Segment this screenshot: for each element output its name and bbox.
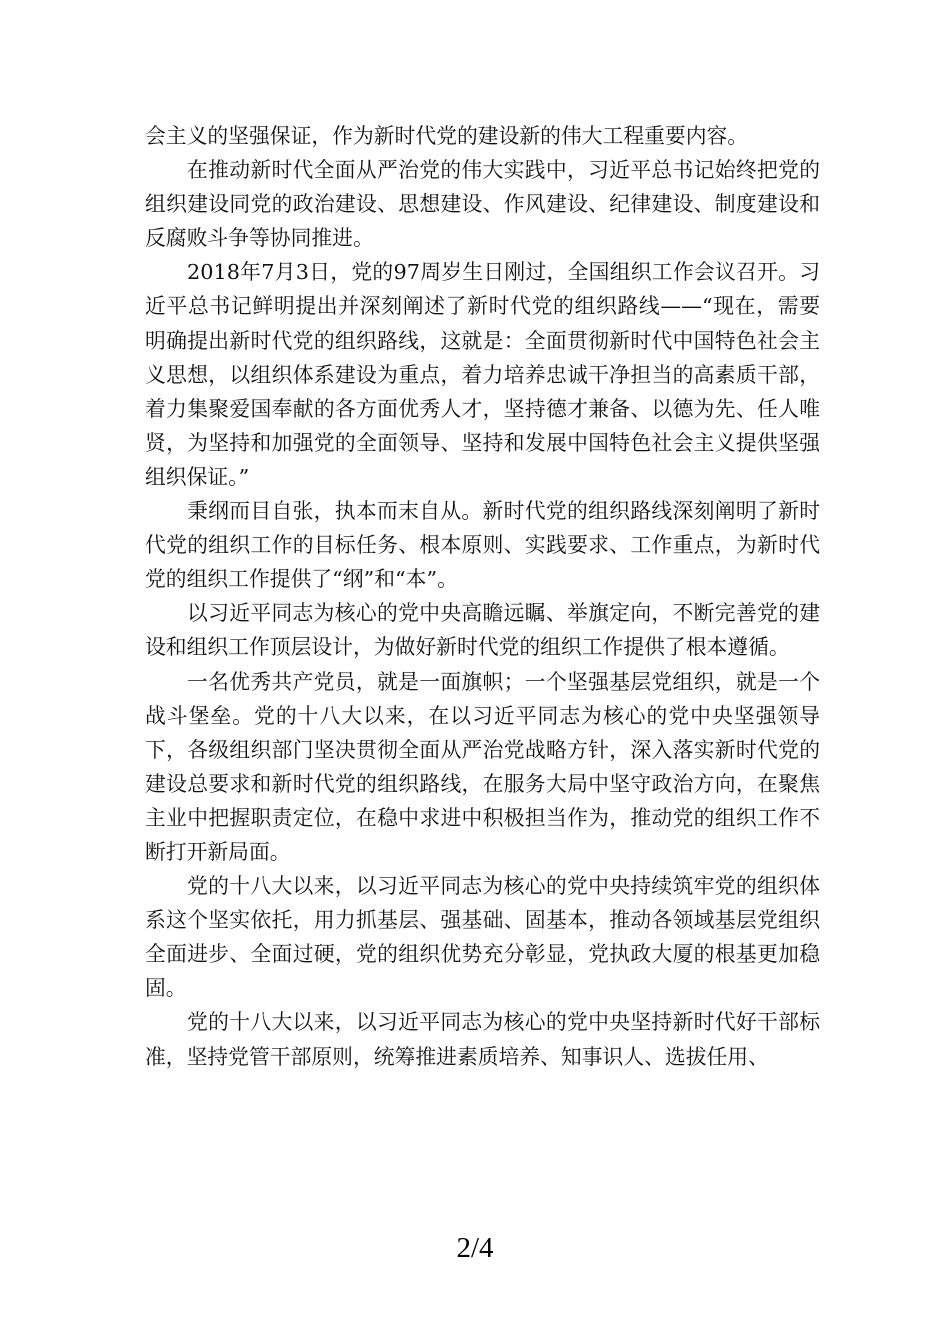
paragraph: 秉纲而目自张，执本而末自从。新时代党的组织路线深刻阐明了新时代党的组织工作的目标任务、根本原则、实践要求、工作重点，为新时代党的组织工作提供了“纲”和“本”。 [145,499,820,592]
paragraph: 党的十八大以来，以习近平同志为核心的党中央持续筑牢党的组织体系这个坚实依托，用力抓基层、强基础、固基本，推动各领域基层党组织全面进步、全面过硬，党的组织优势充分彰显，党执政大厦的根基更加稳固。 [145,874,820,1001]
paragraph: 2018年7月3日，党的97周岁生日刚过，全国组织工作会议召开。习近平总书记鲜明提出并深刻阐述了新时代党的组织路线——“现在，需要明确提出新时代党的组织路线，这就是：全面贯彻新时代中国特色社会主义思想，以组织体系建设为重点，着力培养忠诚干净担当的高素质干部，着力集聚爱国奉献的各方面优秀人才，坚持德才兼备、以德为先、任人唯贤，为坚持和加强党的全面领导、坚持和发展中国特色社会主义提供坚强组织保证。” [145,260,820,489]
paragraph: 以习近平同志为核心的党中央高瞻远瞩、举旗定向，不断完善党的建设和组织工作顶层设计，为做好新时代党的组织工作提供了根本遵循。 [145,601,820,660]
page-number: 2/4 [456,1232,494,1264]
paragraph: 在推动新时代全面从严治党的伟大实践中，习近平总书记始终把党的组织建设同党的政治建设、思想建设、作风建设、纪律建设、制度建设和反腐败斗争等协同推进。 [145,158,820,251]
paragraph-continuation: 会主义的坚强保证，作为新时代党的建设新的伟大工程重要内容。 [145,124,749,148]
paragraph: 党的十八大以来，以习近平同志为核心的党中央坚持新时代好干部标准，坚持党管干部原则，统筹推进素质培养、知事识人、选拔任用、 [145,1010,820,1069]
paragraph: 一名优秀共产党员，就是一面旗帜；一个坚强基层党组织，就是一个战斗堡垒。党的十八大以来，在以习近平同志为核心的党中央坚强领导下，各级组织部门坚决贯彻全面从严治党战略方针，深入落实新时代党的建设总要求和新时代党的组织路线，在服务大局中坚守政治方向，在聚焦主业中把握职责定位，在稳中求进中积极担当作为，推动党的组织工作不断打开新局面。 [145,669,820,864]
document-body [145,119,820,1074]
